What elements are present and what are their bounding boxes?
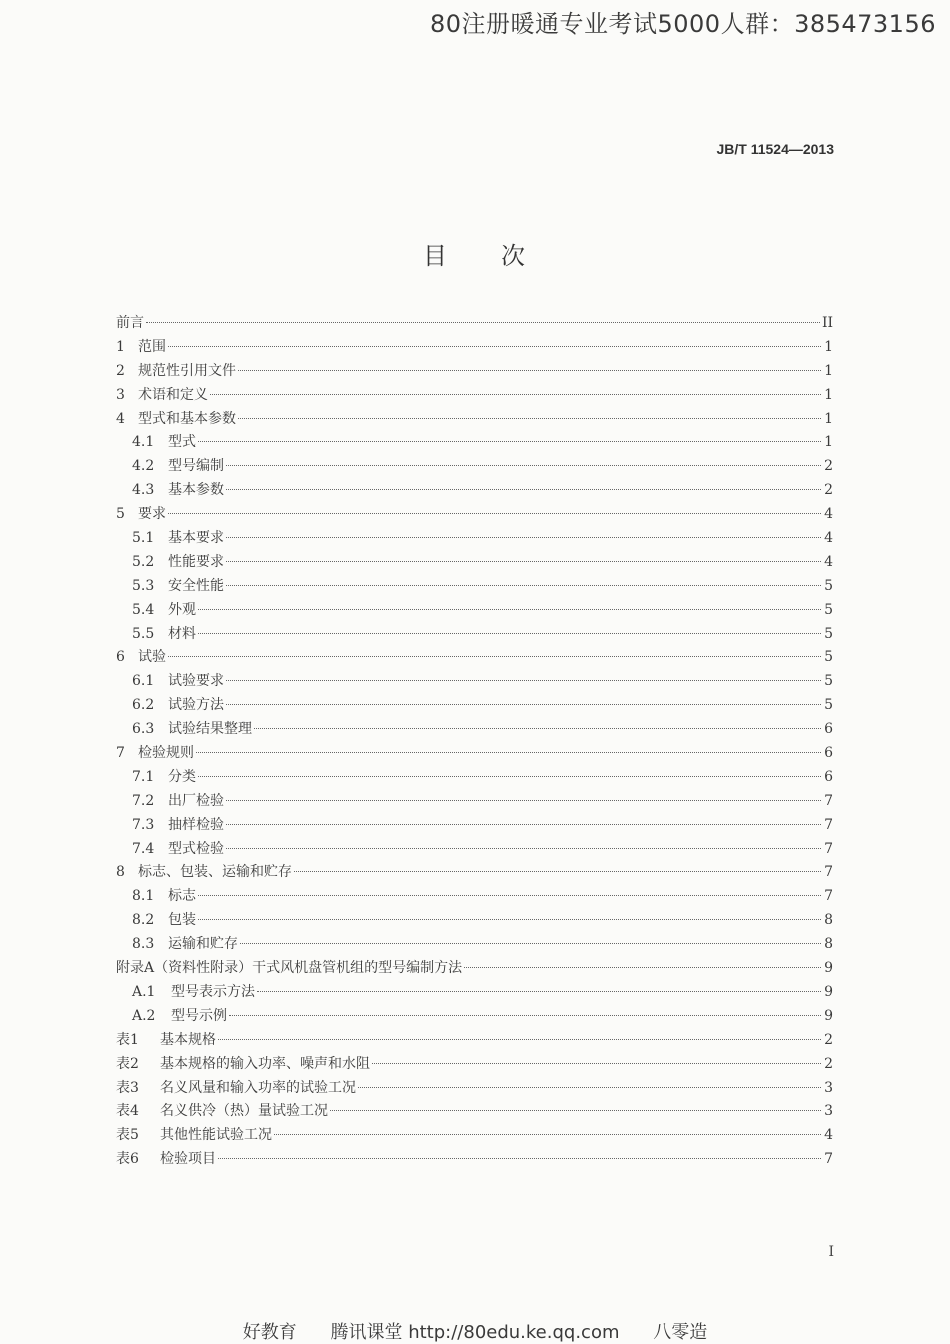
toc-entry-number: 8.3 <box>132 936 155 953</box>
toc-entry-label: 出厂检验 <box>168 792 224 809</box>
toc-leader-dots <box>196 752 821 753</box>
toc-entry-label: 基本要求 <box>168 530 224 547</box>
toc-entry[interactable] <box>116 742 833 766</box>
toc-entry[interactable] <box>116 861 833 885</box>
toc-entry-page: 6 <box>824 745 833 762</box>
toc-entry-label: 运输和贮存 <box>168 936 238 953</box>
toc-entry[interactable] <box>116 1124 833 1148</box>
toc-leader-dots <box>274 1134 821 1135</box>
toc-entry-page: 1 <box>824 362 833 379</box>
toc-leader-dots <box>218 1039 821 1040</box>
toc-leader-dots <box>240 943 821 944</box>
toc-entry-number: 6.1 <box>132 673 155 690</box>
toc-entry-label: 基本规格 <box>160 1031 216 1048</box>
toc-entry-number: 5.2 <box>132 553 155 570</box>
toc-entry-number: 5.5 <box>132 625 155 642</box>
toc-entry-page: 4 <box>824 1127 833 1144</box>
toc-entry[interactable] <box>116 408 833 432</box>
toc-entry-number: 1 <box>116 338 125 355</box>
toc-entry-number: 4 <box>116 410 125 427</box>
toc-entry-number: A.2 <box>132 1007 156 1024</box>
toc-entry[interactable] <box>116 503 833 527</box>
toc-entry-number: 7.4 <box>132 840 155 857</box>
toc-entry-page: 5 <box>824 649 833 666</box>
toc-entry-number: 表6 <box>116 1151 139 1168</box>
toc-leader-dots <box>226 561 821 562</box>
toc-entry[interactable] <box>116 981 833 1005</box>
toc-entry-label: 名义风量和输入功率的试验工况 <box>160 1079 356 1096</box>
toc-entry[interactable] <box>116 455 833 479</box>
toc-entry[interactable] <box>116 838 833 862</box>
toc-leader-dots <box>330 1110 821 1111</box>
toc-entry-label: 附录A（资料性附录）干式风机盘管机组的型号编制方法 <box>116 960 463 977</box>
toc-entry-page: 6 <box>824 768 833 785</box>
toc-entry-page: 2 <box>824 482 833 499</box>
watermark-bottom-brand: 好教育 <box>242 1322 297 1343</box>
toc-entry[interactable] <box>116 1077 833 1101</box>
toc-leader-dots <box>218 1158 821 1159</box>
toc-entry-label: 型式和基本参数 <box>138 410 236 427</box>
toc-entry-number: 5.1 <box>132 530 155 547</box>
toc-entry[interactable] <box>116 599 833 623</box>
toc-entry-number: 5.3 <box>132 577 155 594</box>
toc-entry-label: 试验结果整理 <box>168 721 252 738</box>
toc-entry-label: 型号示例 <box>171 1007 227 1024</box>
toc-entry[interactable] <box>116 479 833 503</box>
toc-entry-label: 基本规格的输入功率、噪声和水阻 <box>160 1055 370 1072</box>
title-char-right: 次 <box>501 242 527 270</box>
toc-leader-dots <box>464 967 821 968</box>
toc-entry-number: 6.2 <box>132 697 155 714</box>
toc-leader-dots <box>198 776 821 777</box>
toc-entry-page: 5 <box>824 601 833 618</box>
toc-entry-label: 抽样检验 <box>168 816 224 833</box>
toc-entry-label: 标志 <box>168 888 196 905</box>
toc-entry-page: 8 <box>824 936 833 953</box>
toc-entry-label: 性能要求 <box>168 553 224 570</box>
toc-entry-number: 5 <box>116 506 125 523</box>
toc-entry[interactable] <box>116 431 833 455</box>
page-title <box>0 236 950 271</box>
toc-entry-label: 检验项目 <box>160 1151 216 1168</box>
toc-leader-dots <box>257 991 821 992</box>
toc-leader-dots <box>198 919 821 920</box>
toc-entry[interactable] <box>116 1100 833 1124</box>
toc-entry-label: 材料 <box>168 625 196 642</box>
toc-entry[interactable] <box>116 909 833 933</box>
toc-entry-number: 表2 <box>116 1055 139 1072</box>
toc-entry-page: 1 <box>824 434 833 451</box>
toc-entry[interactable] <box>116 670 833 694</box>
toc-entry-label: 术语和定义 <box>138 386 208 403</box>
toc-entry-page: 1 <box>824 386 833 403</box>
toc-entry-label: 前言 <box>116 315 144 331</box>
toc-entry-page: 5 <box>824 697 833 714</box>
toc-entry-page: 1 <box>824 410 833 427</box>
toc-entry-number: 7 <box>116 745 125 762</box>
toc-leader-dots <box>198 895 821 896</box>
toc-leader-dots <box>226 465 821 466</box>
toc-leader-dots <box>198 609 821 610</box>
toc-entry-number: A.1 <box>132 983 156 1000</box>
toc-entry-page: 7 <box>824 888 833 905</box>
watermark-top: 80注册暖通专业考试5000人群：385473156 <box>429 10 936 38</box>
toc-entry-page: 7 <box>824 840 833 857</box>
toc-entry-label: 其他性能试验工况 <box>160 1127 272 1144</box>
toc-entry-label: 试验 <box>138 649 166 666</box>
toc-leader-dots <box>198 441 821 442</box>
standard-code: JB/T 11524—2013 <box>716 141 834 157</box>
toc-leader-dots <box>238 418 821 419</box>
toc-entry-label: 试验要求 <box>168 673 224 690</box>
toc-leader-dots <box>358 1087 821 1088</box>
toc-leader-dots <box>226 800 821 801</box>
toc-leader-dots <box>168 513 821 514</box>
toc-entry-number: 3 <box>116 386 125 403</box>
toc-entry-number: 5.4 <box>132 601 155 618</box>
toc-entry-number: 2 <box>116 362 125 379</box>
toc-entry-number: 7.3 <box>132 816 155 833</box>
toc-entry-number: 6 <box>116 649 125 666</box>
toc-entry[interactable] <box>116 1029 833 1053</box>
toc-entry-label: 型式检验 <box>168 840 224 857</box>
toc-entry[interactable] <box>116 1053 833 1077</box>
toc-entry[interactable] <box>116 551 833 575</box>
toc-entry-number: 表4 <box>116 1103 139 1120</box>
table-of-contents <box>116 312 833 1172</box>
toc-entry-page: 5 <box>824 673 833 690</box>
watermark-bottom <box>0 1318 950 1344</box>
toc-entry-page: 4 <box>824 530 833 547</box>
toc-entry-page: 4 <box>824 506 833 523</box>
toc-entry-number: 8.1 <box>132 888 155 905</box>
toc-entry[interactable] <box>116 694 833 718</box>
toc-entry-label: 基本参数 <box>168 482 224 499</box>
toc-entry-page: 6 <box>824 721 833 738</box>
toc-entry[interactable] <box>116 718 833 742</box>
toc-entry-page: 2 <box>824 1031 833 1048</box>
toc-entry-number: 4.3 <box>132 482 155 499</box>
toc-entry-number: 7.1 <box>132 768 155 785</box>
toc-entry-number: 4.2 <box>132 458 155 475</box>
toc-leader-dots <box>372 1063 821 1064</box>
toc-entry[interactable] <box>116 766 833 790</box>
toc-entry[interactable] <box>116 885 833 909</box>
toc-entry-number: 8 <box>116 864 125 881</box>
toc-entry-number: 表3 <box>116 1079 139 1096</box>
toc-entry-page: 7 <box>824 1151 833 1168</box>
toc-entry-label: 范围 <box>138 338 166 355</box>
toc-entry-page: 5 <box>824 625 833 642</box>
toc-entry-page: 7 <box>824 792 833 809</box>
toc-entry[interactable] <box>116 646 833 670</box>
toc-leader-dots <box>254 728 821 729</box>
page-folio: I <box>828 1244 834 1260</box>
toc-leader-dots <box>229 1015 821 1016</box>
toc-entry[interactable] <box>116 336 833 360</box>
toc-entry-label: 安全性能 <box>168 577 224 594</box>
toc-entry-page: 8 <box>824 912 833 929</box>
toc-entry[interactable] <box>116 623 833 647</box>
toc-leader-dots <box>226 848 821 849</box>
toc-entry-page: 1 <box>824 338 833 355</box>
toc-leader-dots <box>294 871 821 872</box>
toc-entry-page: 3 <box>824 1103 833 1120</box>
toc-entry-page: 9 <box>824 1007 833 1024</box>
toc-entry-label: 分类 <box>168 768 196 785</box>
toc-entry-label: 包装 <box>168 912 196 929</box>
toc-entry-label: 外观 <box>168 601 196 618</box>
toc-entry-label: 型号表示方法 <box>171 983 255 1000</box>
toc-entry-label: 规范性引用文件 <box>138 362 236 379</box>
toc-entry-number: 6.3 <box>132 721 155 738</box>
toc-entry-page: 7 <box>824 864 833 881</box>
toc-entry-page: II <box>821 315 833 331</box>
toc-entry-label: 要求 <box>138 506 166 523</box>
title-char-left: 目 <box>423 242 449 270</box>
toc-entry[interactable] <box>116 1148 833 1172</box>
toc-leader-dots <box>226 489 821 490</box>
toc-entry[interactable] <box>116 957 833 981</box>
toc-entry-label: 型号编制 <box>168 458 224 475</box>
toc-entry-number: 表1 <box>116 1031 139 1048</box>
toc-entry-label: 检验规则 <box>138 745 194 762</box>
toc-leader-dots <box>226 680 821 681</box>
toc-entry-label: 型式 <box>168 434 196 451</box>
toc-entry-page: 4 <box>824 553 833 570</box>
toc-leader-dots <box>238 370 821 371</box>
toc-leader-dots <box>198 633 821 634</box>
toc-entry[interactable] <box>116 360 833 384</box>
toc-entry[interactable] <box>116 575 833 599</box>
toc-entry[interactable] <box>116 790 833 814</box>
toc-leader-dots <box>168 656 821 657</box>
watermark-bottom-url: 腾讯课堂 http://80edu.ke.qq.com <box>330 1322 620 1343</box>
toc-entry-label: 标志、包装、运输和贮存 <box>138 864 292 881</box>
toc-leader-dots <box>210 394 821 395</box>
toc-entry-page: 2 <box>824 1055 833 1072</box>
toc-entry[interactable] <box>116 312 833 336</box>
toc-entry-number: 表5 <box>116 1127 139 1144</box>
toc-entry-page: 5 <box>824 577 833 594</box>
toc-entry-number: 4.1 <box>132 434 155 451</box>
toc-entry[interactable] <box>116 814 833 838</box>
toc-entry-label: 试验方法 <box>168 697 224 714</box>
toc-leader-dots <box>226 704 821 705</box>
toc-entry-page: 3 <box>824 1079 833 1096</box>
toc-leader-dots <box>226 824 821 825</box>
toc-entry[interactable] <box>116 384 833 408</box>
toc-leader-dots <box>168 346 821 347</box>
toc-entry-label: 名义供冷（热）量试验工况 <box>160 1103 328 1120</box>
toc-entry-page: 9 <box>824 960 833 977</box>
watermark-bottom-tag: 八零造 <box>653 1322 708 1343</box>
toc-entry[interactable] <box>116 933 833 957</box>
toc-entry-number: 7.2 <box>132 792 155 809</box>
toc-entry-page: 7 <box>824 816 833 833</box>
toc-entry[interactable] <box>116 1005 833 1029</box>
toc-entry-page: 9 <box>824 983 833 1000</box>
toc-leader-dots <box>226 537 821 538</box>
toc-entry-number: 8.2 <box>132 912 155 929</box>
toc-leader-dots <box>146 322 820 323</box>
toc-leader-dots <box>226 585 821 586</box>
toc-entry[interactable] <box>116 527 833 551</box>
toc-entry-page: 2 <box>824 458 833 475</box>
